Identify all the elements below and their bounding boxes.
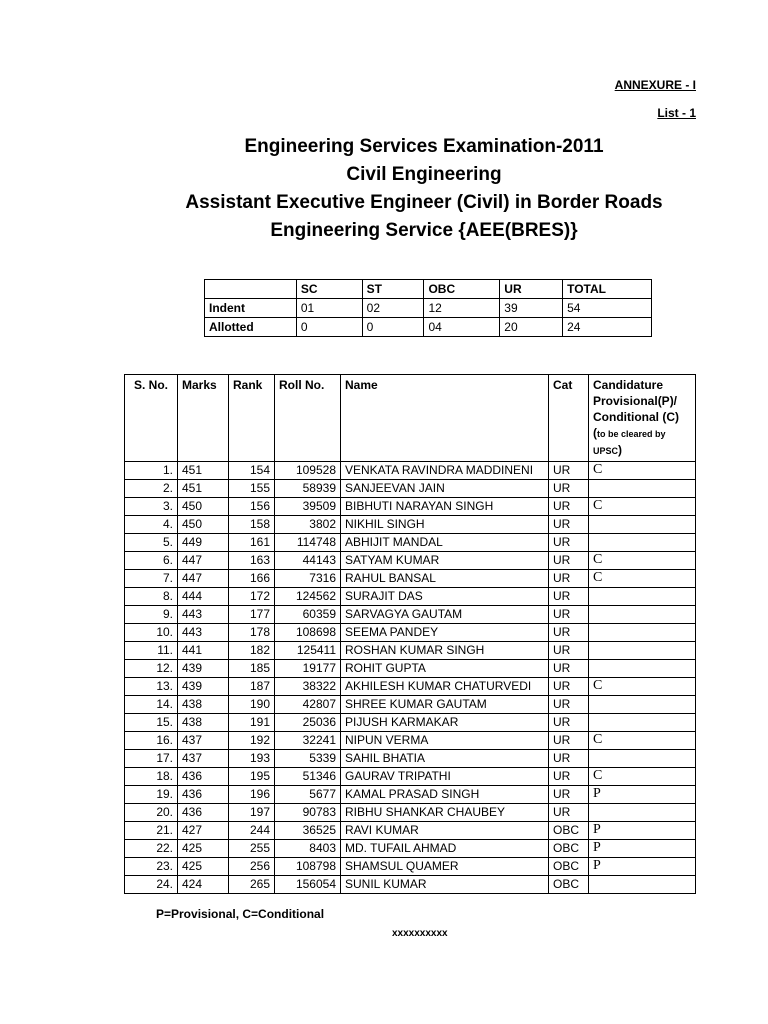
roll-cell: 38322 (275, 678, 341, 696)
marks-cell: 443 (178, 606, 229, 624)
rank-cell: 190 (229, 696, 275, 714)
cat-cell: OBC (549, 876, 589, 894)
name-cell: SUNIL KUMAR (341, 876, 549, 894)
candidature-cell (589, 480, 696, 498)
candidature-cell (589, 642, 696, 660)
roll-cell: 7316 (275, 570, 341, 588)
roll-cell: 51346 (275, 768, 341, 786)
cand-header-line5 (593, 442, 691, 459)
cat-cell: OBC (549, 822, 589, 840)
roll-cell: 114748 (275, 534, 341, 552)
sno-cell: 12. (125, 660, 178, 678)
cat-cell: UR (549, 696, 589, 714)
table-row (125, 840, 696, 858)
table-row (125, 750, 696, 768)
summary-row (205, 299, 652, 318)
summary-cell: 20 (500, 318, 563, 337)
col-marks-header: Marks (178, 375, 229, 462)
name-cell: RAVI KUMAR (341, 822, 549, 840)
summary-header-cell: UR (500, 280, 563, 299)
sno-cell: 6. (125, 552, 178, 570)
table-row (125, 534, 696, 552)
name-cell: BIBHUTI NARAYAN SINGH (341, 498, 549, 516)
roll-cell: 156054 (275, 876, 341, 894)
table-row (125, 570, 696, 588)
cat-cell: UR (549, 660, 589, 678)
name-cell: PIJUSH KARMAKAR (341, 714, 549, 732)
table-row (125, 768, 696, 786)
cat-cell: UR (549, 750, 589, 768)
rank-cell: 256 (229, 858, 275, 876)
summary-table (204, 279, 652, 337)
summary-cell: 0 (362, 318, 424, 337)
roll-cell: 5677 (275, 786, 341, 804)
candidature-cell (589, 804, 696, 822)
marks-cell: 443 (178, 624, 229, 642)
name-cell: NIKHIL SINGH (341, 516, 549, 534)
name-cell: RIBHU SHANKAR CHAUBEY (341, 804, 549, 822)
table-row (125, 606, 696, 624)
sno-cell: 14. (125, 696, 178, 714)
roll-cell: 39509 (275, 498, 341, 516)
name-cell: SATYAM KUMAR (341, 552, 549, 570)
sno-cell: 20. (125, 804, 178, 822)
roll-cell: 25036 (275, 714, 341, 732)
cat-cell: UR (549, 480, 589, 498)
table-row (125, 588, 696, 606)
col-rank-header: Rank (229, 375, 275, 462)
table-row (125, 480, 696, 498)
rank-cell: 154 (229, 462, 275, 480)
rank-cell: 156 (229, 498, 275, 516)
candidature-cell (589, 696, 696, 714)
candidature-cell: C (589, 570, 696, 588)
cand-header-upsc: UPSC (593, 446, 619, 456)
sno-cell: 2. (125, 480, 178, 498)
rank-cell: 158 (229, 516, 275, 534)
sno-cell: 16. (125, 732, 178, 750)
candidature-cell (589, 516, 696, 534)
cand-header-line3: Conditional (C) (593, 410, 679, 424)
name-cell: AKHILESH KUMAR CHATURVEDI (341, 678, 549, 696)
rank-cell: 178 (229, 624, 275, 642)
candidature-cell: P (589, 786, 696, 804)
candidature-cell (589, 588, 696, 606)
name-cell: VENKATA RAVINDRA MADDINENI (341, 462, 549, 480)
name-cell: SHAMSUL QUAMER (341, 858, 549, 876)
table-row (125, 552, 696, 570)
roll-cell: 125411 (275, 642, 341, 660)
name-cell: ROHIT GUPTA (341, 660, 549, 678)
name-cell: NIPUN VERMA (341, 732, 549, 750)
summary-header-cell: OBC (424, 280, 500, 299)
rank-cell: 192 (229, 732, 275, 750)
roll-cell: 42807 (275, 696, 341, 714)
cand-header-note: to be cleared by (597, 429, 666, 439)
candidature-cell: P (589, 840, 696, 858)
candidature-cell (589, 624, 696, 642)
sno-cell: 24. (125, 876, 178, 894)
candidature-cell: P (589, 858, 696, 876)
rank-cell: 172 (229, 588, 275, 606)
sno-cell: 22. (125, 840, 178, 858)
allotment-table (124, 374, 696, 894)
marks-cell: 449 (178, 534, 229, 552)
sno-cell: 15. (125, 714, 178, 732)
cat-cell: UR (549, 462, 589, 480)
candidature-cell (589, 876, 696, 894)
summary-cell: 12 (424, 299, 500, 318)
footer-mark: xxxxxxxxxx (392, 928, 448, 939)
table-row (125, 516, 696, 534)
name-cell: SEEMA PANDEY (341, 624, 549, 642)
roll-cell: 58939 (275, 480, 341, 498)
marks-cell: 437 (178, 732, 229, 750)
summary-header-row (205, 280, 652, 299)
cat-cell: UR (549, 678, 589, 696)
summary-row (205, 318, 652, 337)
summary-cell: 39 (500, 299, 563, 318)
rank-cell: 193 (229, 750, 275, 768)
name-cell: SARVAGYA GAUTAM (341, 606, 549, 624)
marks-cell: 438 (178, 714, 229, 732)
marks-cell: 436 (178, 768, 229, 786)
table-row (125, 822, 696, 840)
marks-cell: 444 (178, 588, 229, 606)
summary-row-label: Allotted (205, 318, 297, 337)
table-row (125, 732, 696, 750)
roll-cell: 8403 (275, 840, 341, 858)
table-row (125, 642, 696, 660)
rank-cell: 197 (229, 804, 275, 822)
marks-cell: 450 (178, 498, 229, 516)
summary-cell: 0 (296, 318, 362, 337)
name-cell: SANJEEVAN JAIN (341, 480, 549, 498)
cat-cell: UR (549, 516, 589, 534)
marks-cell: 439 (178, 660, 229, 678)
marks-cell: 450 (178, 516, 229, 534)
col-sno-header: S. No. (125, 375, 178, 462)
rank-cell: 265 (229, 876, 275, 894)
roll-cell: 109528 (275, 462, 341, 480)
cand-header-line1: Candidature (593, 378, 664, 392)
cand-paren-open: ( (593, 426, 597, 440)
table-header-row (125, 375, 696, 462)
rank-cell: 195 (229, 768, 275, 786)
cat-cell: UR (549, 498, 589, 516)
candidature-cell (589, 750, 696, 768)
candidature-cell: P (589, 822, 696, 840)
cat-cell: UR (549, 642, 589, 660)
rank-cell: 163 (229, 552, 275, 570)
legend-note: P=Provisional, C=Conditional (156, 907, 325, 921)
table-row (125, 660, 696, 678)
summary-header-cell (205, 280, 297, 299)
summary-cell: 01 (296, 299, 362, 318)
table-row (125, 786, 696, 804)
name-cell: SHREE KUMAR GAUTAM (341, 696, 549, 714)
sno-cell: 5. (125, 534, 178, 552)
cat-cell: UR (549, 534, 589, 552)
summary-header-cell: TOTAL (563, 280, 652, 299)
marks-cell: 451 (178, 462, 229, 480)
summary-header-cell: SC (296, 280, 362, 299)
marks-cell: 447 (178, 552, 229, 570)
name-cell: ROSHAN KUMAR SINGH (341, 642, 549, 660)
col-cat-header: Cat (549, 375, 589, 462)
sno-cell: 23. (125, 858, 178, 876)
cat-cell: UR (549, 624, 589, 642)
name-cell: GAURAV TRIPATHI (341, 768, 549, 786)
rank-cell: 196 (229, 786, 275, 804)
rank-cell: 255 (229, 840, 275, 858)
candidature-cell (589, 660, 696, 678)
cat-cell: OBC (549, 858, 589, 876)
candidature-cell: C (589, 732, 696, 750)
marks-cell: 427 (178, 822, 229, 840)
roll-cell: 5339 (275, 750, 341, 768)
sno-cell: 19. (125, 786, 178, 804)
sno-cell: 10. (125, 624, 178, 642)
list-label: List - 1 (657, 106, 696, 120)
rank-cell: 244 (229, 822, 275, 840)
table-row (125, 462, 696, 480)
table-row (125, 498, 696, 516)
sno-cell: 8. (125, 588, 178, 606)
rank-cell: 191 (229, 714, 275, 732)
table-row (125, 714, 696, 732)
cat-cell: UR (549, 768, 589, 786)
sno-cell: 18. (125, 768, 178, 786)
roll-cell: 90783 (275, 804, 341, 822)
sno-cell: 9. (125, 606, 178, 624)
rank-cell: 166 (229, 570, 275, 588)
name-cell: ABHIJIT MANDAL (341, 534, 549, 552)
summary-cell: 02 (362, 299, 424, 318)
rank-cell: 155 (229, 480, 275, 498)
marks-cell: 424 (178, 876, 229, 894)
table-row (125, 624, 696, 642)
rank-cell: 187 (229, 678, 275, 696)
cat-cell: UR (549, 552, 589, 570)
marks-cell: 441 (178, 642, 229, 660)
candidature-cell: C (589, 552, 696, 570)
col-roll-header: Roll No. (275, 375, 341, 462)
name-cell: KAMAL PRASAD SINGH (341, 786, 549, 804)
cat-cell: UR (549, 606, 589, 624)
table-row (125, 858, 696, 876)
marks-cell: 436 (178, 804, 229, 822)
marks-cell: 437 (178, 750, 229, 768)
name-cell: RAHUL BANSAL (341, 570, 549, 588)
roll-cell: 36525 (275, 822, 341, 840)
cat-cell: UR (549, 732, 589, 750)
sno-cell: 3. (125, 498, 178, 516)
sno-cell: 21. (125, 822, 178, 840)
cat-cell: UR (549, 786, 589, 804)
roll-cell: 60359 (275, 606, 341, 624)
sno-cell: 1. (125, 462, 178, 480)
table-row (125, 876, 696, 894)
summary-cell: 04 (424, 318, 500, 337)
name-cell: SURAJIT DAS (341, 588, 549, 606)
cand-paren-close: ) (618, 443, 623, 457)
cand-header-line2: Provisional(P)/ (593, 394, 678, 408)
title-line-2: Civil Engineering (346, 164, 502, 185)
marks-cell: 436 (178, 786, 229, 804)
marks-cell: 438 (178, 696, 229, 714)
candidature-cell (589, 606, 696, 624)
marks-cell: 425 (178, 858, 229, 876)
table-row (125, 804, 696, 822)
candidature-cell: C (589, 462, 696, 480)
roll-cell: 108698 (275, 624, 341, 642)
sno-cell: 11. (125, 642, 178, 660)
rank-cell: 182 (229, 642, 275, 660)
roll-cell: 3802 (275, 516, 341, 534)
title-line-3: Assistant Executive Engineer (Civil) in Border Roads (185, 192, 663, 213)
cand-header-line4 (593, 425, 691, 442)
roll-cell: 124562 (275, 588, 341, 606)
title-line-4: Engineering Service {AEE(BRES)} (270, 220, 578, 241)
cat-cell: UR (549, 570, 589, 588)
sno-cell: 4. (125, 516, 178, 534)
candidature-cell (589, 534, 696, 552)
summary-row-label: Indent (205, 299, 297, 318)
summary-cell: 54 (563, 299, 652, 318)
rank-cell: 185 (229, 660, 275, 678)
marks-cell: 447 (178, 570, 229, 588)
marks-cell: 451 (178, 480, 229, 498)
roll-cell: 19177 (275, 660, 341, 678)
annexure-label: ANNEXURE - I (614, 78, 696, 92)
candidature-cell (589, 714, 696, 732)
roll-cell: 32241 (275, 732, 341, 750)
cat-cell: UR (549, 588, 589, 606)
marks-cell: 439 (178, 678, 229, 696)
sno-cell: 13. (125, 678, 178, 696)
rank-cell: 177 (229, 606, 275, 624)
sno-cell: 17. (125, 750, 178, 768)
candidature-cell: C (589, 498, 696, 516)
marks-cell: 425 (178, 840, 229, 858)
table-row (125, 696, 696, 714)
name-cell: MD. TUFAIL AHMAD (341, 840, 549, 858)
summary-header-cell: ST (362, 280, 424, 299)
candidature-cell: C (589, 678, 696, 696)
col-name-header: Name (341, 375, 549, 462)
col-candidature-header (589, 375, 696, 462)
candidature-cell: C (589, 768, 696, 786)
table-row (125, 678, 696, 696)
roll-cell: 44143 (275, 552, 341, 570)
sno-cell: 7. (125, 570, 178, 588)
summary-cell: 24 (563, 318, 652, 337)
cat-cell: OBC (549, 840, 589, 858)
name-cell: SAHIL BHATIA (341, 750, 549, 768)
cat-cell: UR (549, 714, 589, 732)
rank-cell: 161 (229, 534, 275, 552)
cat-cell: UR (549, 804, 589, 822)
roll-cell: 108798 (275, 858, 341, 876)
title-line-1: Engineering Services Examination-2011 (244, 136, 604, 157)
